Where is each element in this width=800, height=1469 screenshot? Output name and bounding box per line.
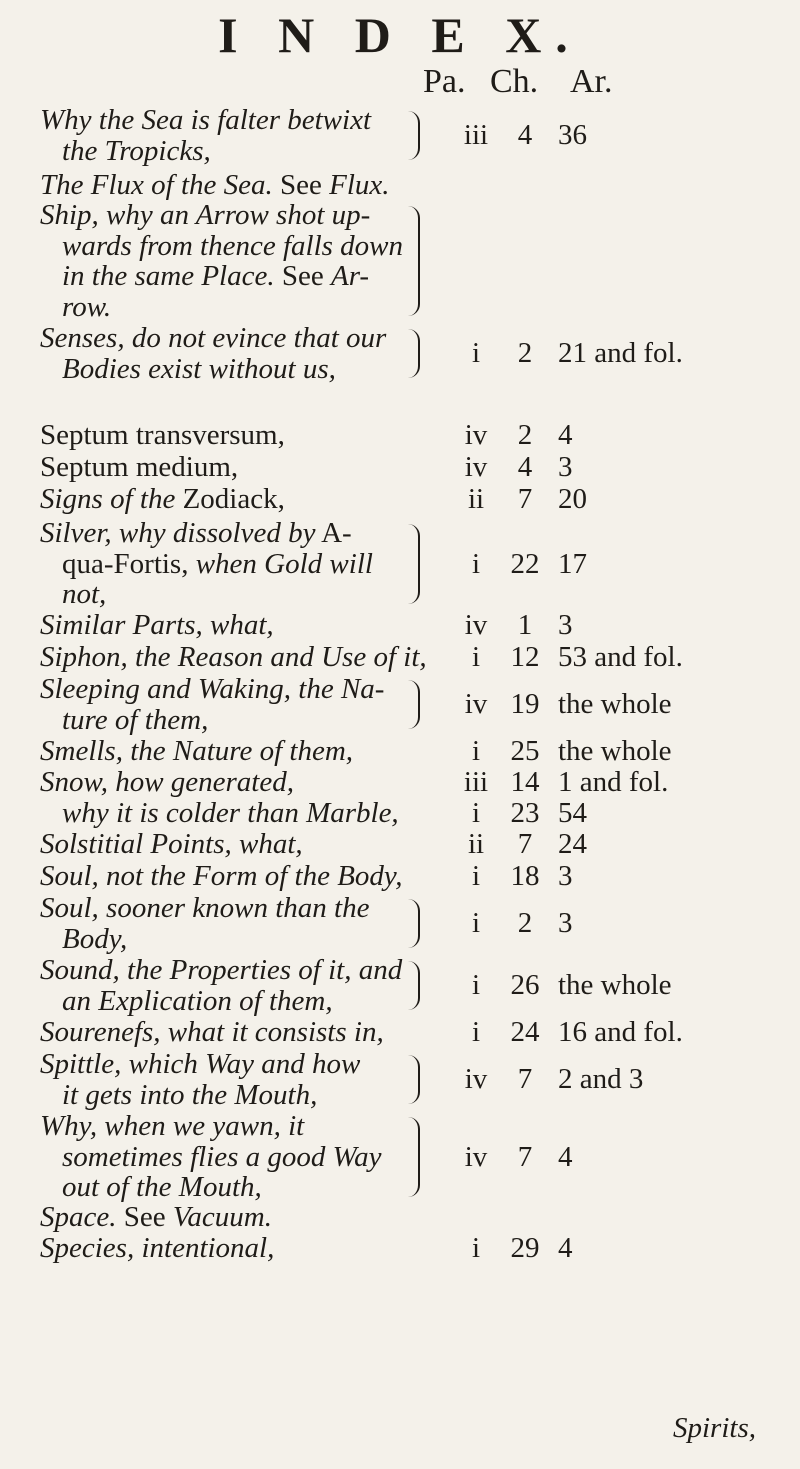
brace [408,899,420,948]
chapter-number: 18 [510,860,540,892]
entry-text-line: ture of them, [62,703,209,736]
column-header-chapter: Ch. [490,63,539,100]
entry-text-line: Solstitial Points, what, [40,828,303,860]
entry-text-line: Spittle, which Way and how [40,1048,361,1080]
page-number: iii [463,766,489,798]
page-number: iv [464,1063,488,1096]
entry-text-line: it gets into the Mouth, [62,1078,318,1111]
entry-text-line: Sourenefs, what it consists in, [40,1016,384,1048]
article-number: 20 [558,483,587,515]
entry-text-line: the Tropicks, [62,134,211,167]
entry-text-line: qua-Fortis, when Gold will [62,547,373,580]
article-number: 3 [558,451,573,483]
entry-text-line: Septum medium, [40,451,239,483]
article-number: 54 [558,797,587,829]
chapter-number: 2 [517,419,533,451]
chapter-number: 7 [517,1063,533,1096]
entry-text-line: wards from thence falls down [62,229,404,262]
brace [408,961,420,1010]
article-number: 2 and 3 [558,1063,644,1096]
entry-text-line: an Explication of them, [62,984,333,1017]
brace [408,1117,420,1197]
article-number: 4 [558,1140,573,1173]
catchword: Spirits, [673,1412,756,1444]
article-number: 21 and fol. [558,337,683,370]
chapter-number: 7 [517,483,533,515]
page-title: I N D E X. [218,7,582,63]
brace [408,206,420,316]
article-number: the whole [558,735,672,767]
entry-text-line: why it is colder than Marble, [62,797,399,829]
chapter-number: 7 [517,1140,533,1173]
entry-text-line: The Flux of the Sea. See Flux. [40,169,390,201]
chapter-number: 19 [510,688,540,721]
entry-text-line: Snow, how generated, [40,766,294,798]
article-number: 3 [558,907,573,940]
entry-text-line: Species, intentional, [40,1232,275,1264]
page-number: i [471,735,481,767]
entry-text-line: Silver, why dissolved by A- [40,517,352,549]
chapter-number: 1 [517,609,533,641]
chapter-number: 23 [510,797,540,829]
article-number: 4 [558,419,573,451]
chapter-number: 4 [517,451,533,483]
entry-text-line: sometimes flies a good Way [62,1140,382,1173]
page-number: iv [464,688,488,721]
page-number: iv [464,609,488,641]
brace [408,1055,420,1104]
entry-text-line: Bodies exist without us, [62,352,336,385]
article-number: 53 and fol. [558,641,683,673]
brace [408,111,420,160]
entry-text-line: Why the Sea is falter betwixt [40,104,372,136]
article-number: 3 [558,609,573,641]
page-number: i [471,969,481,1002]
entry-text-line: Soul, not the Form of the Body, [40,860,403,892]
entry-text-line: Senses, do not evince that our [40,322,387,354]
chapter-number: 4 [517,119,533,152]
page-number: i [471,797,481,829]
article-number: 24 [558,828,587,860]
entry-text-line: row. [62,290,112,323]
entry-text-line: Body, [62,922,128,955]
brace [408,329,420,378]
article-number: 1 and fol. [558,766,669,798]
chapter-number: 12 [510,641,540,673]
entry-text-line: in the same Place. See Ar- [62,260,370,292]
page-number: iv [464,419,488,451]
entry-text-line: Space. See Vacuum. [40,1201,272,1233]
page-number: i [471,641,481,673]
chapter-number: 25 [510,735,540,767]
chapter-number: 26 [510,969,540,1002]
chapter-number: 22 [510,547,540,580]
chapter-number: 29 [510,1232,540,1264]
article-number: the whole [558,688,672,721]
page-number: i [471,1232,481,1264]
article-number: 17 [558,547,587,580]
entry-text-line: not, [62,578,107,610]
page-number: ii [467,828,485,860]
page-number: i [471,547,481,580]
entry-text-line: Septum transversum, [40,419,285,451]
entry-text-line: out of the Mouth, [62,1171,262,1203]
chapter-number: 7 [517,828,533,860]
entry-text-line: Signs of the Zodiack, [40,483,285,515]
entry-text-line: Ship, why an Arrow shot up- [40,199,371,231]
page-number: iv [464,451,488,483]
entry-text-line: Soul, sooner known than the [40,892,370,924]
page-number: iv [464,1140,488,1173]
page-number: ii [467,483,485,515]
column-header-page: Pa. [423,63,466,100]
brace [408,524,420,604]
article-number: 36 [558,119,587,152]
entry-text-line: Sound, the Properties of it, and [40,954,403,986]
column-header-article: Ar. [570,63,613,100]
entry-text-line: Why, when we yawn, it [40,1110,305,1142]
page-number: i [471,1016,481,1048]
entry-text-line: Sleeping and Waking, the Na- [40,673,385,705]
article-number: the whole [558,969,672,1002]
chapter-number: 2 [517,337,533,370]
article-number: 16 and fol. [558,1016,683,1048]
chapter-number: 14 [510,766,540,798]
brace [408,680,420,729]
article-number: 3 [558,860,573,892]
article-number: 4 [558,1232,573,1264]
page-number: i [471,907,481,940]
entry-text-line: Siphon, the Reason and Use of it, [40,641,427,673]
entry-text-line: Similar Parts, what, [40,609,274,641]
entry-text-line: Smells, the Nature of them, [40,735,354,767]
page-number: i [471,860,481,892]
page-number: i [471,337,481,370]
chapter-number: 2 [517,907,533,940]
page-number: iii [463,119,489,152]
chapter-number: 24 [510,1016,540,1048]
